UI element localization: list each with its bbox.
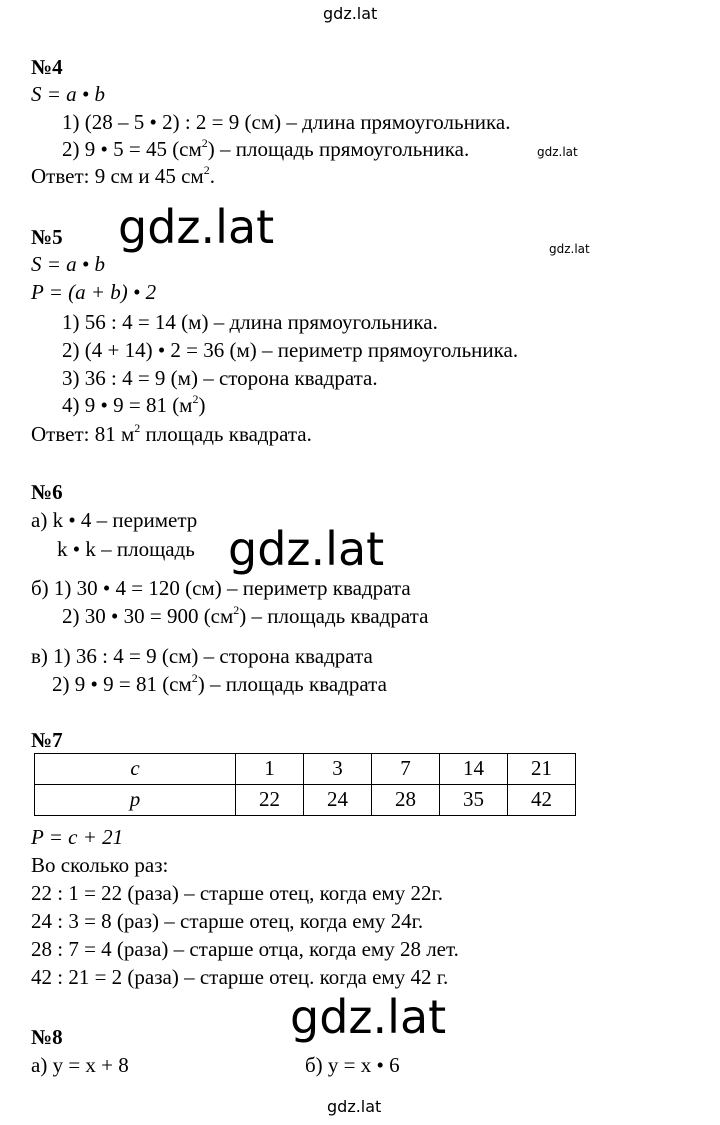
- table-cell: 24: [304, 785, 372, 816]
- task-6-c-1: в) 1) 36 : 4 = 9 (см) – сторона квадрата: [31, 644, 373, 668]
- task-4-formula: S = a • b: [31, 82, 106, 106]
- task-4-step-2: 2) 9 • 5 = 45 $(см^2)$ – площадь прямоугольника.: [62, 136, 470, 161]
- task-7-line-2: 24 : 3 = 8 (раз) – старше отец, когда ему 24г.: [31, 909, 424, 933]
- task-5-step-4: 4) 9 • 9 = 81 $(м^2)$: [62, 392, 206, 417]
- task-5-step-2: 2) (4 + 14) • 2 = 36 (м) – периметр прямоугольника.: [62, 338, 519, 362]
- table-row-header: p: [35, 785, 236, 816]
- task-4-step-1: 1) (28 – 5 • 2) : 2 = 9 (см) – длина прямоугольника.: [62, 110, 511, 134]
- task-6-c-2: 2) 9 • 9 = 81 $(см^2)$ – площадь квадрата: [52, 671, 387, 696]
- task-7-line-3: 28 : 7 = 4 (раза) – старше отца, когда ему 28 лет.: [31, 937, 459, 961]
- task-4-answer: Ответ: 9 см и 45 $см^2$.: [31, 163, 215, 188]
- header-watermark: gdz.lat: [323, 4, 378, 23]
- task-5-formula-perimeter: P = (a + b) • 2: [31, 280, 157, 304]
- task-6-b-2: 2) 30 • 30 = 900 $(см^2)$ – площадь квадрата: [62, 603, 429, 628]
- task-8-a: а) y = x + 8: [31, 1053, 129, 1077]
- big-watermark: gdz.lat: [228, 522, 385, 576]
- big-watermark: gdz.lat: [118, 200, 275, 254]
- table-cell: 22: [236, 785, 304, 816]
- task-8-title: №8: [31, 1025, 63, 1049]
- task-7-title: №7: [31, 728, 63, 752]
- table-row-header: c: [35, 754, 236, 785]
- table-cell: 7: [372, 754, 440, 785]
- table-row: [35, 754, 576, 785]
- small-watermark: gdz.lat: [537, 145, 578, 159]
- task-6-a-2: k • k – площадь: [57, 537, 195, 561]
- task-6-b-1: б) 1) 30 • 4 = 120 (см) – периметр квадрата: [31, 576, 411, 600]
- task-5-formula-area: S = a • b: [31, 252, 106, 276]
- table-cell: 1: [236, 754, 304, 785]
- task-7-question: Во сколько раз:: [31, 853, 169, 877]
- task-6-a-1: а) k • 4 – периметр: [31, 508, 198, 532]
- task-5-answer: Ответ: 81 $м^2$ площадь квадрата.: [31, 421, 312, 446]
- task-8-b: б) y = x • 6: [305, 1053, 400, 1077]
- task-4-title: №4: [31, 55, 63, 79]
- table-cell: 42: [508, 785, 576, 816]
- table-row: [35, 785, 576, 816]
- big-watermark: gdz.lat: [290, 990, 447, 1044]
- table-cell: 28: [372, 785, 440, 816]
- task-5-title: №5: [31, 225, 63, 249]
- table-cell: 35: [440, 785, 508, 816]
- task-7-line-4: 42 : 21 = 2 (раза) – старше отец. когда ему 42 г.: [31, 965, 449, 989]
- task-7-line-1: 22 : 1 = 22 (раза) – старше отец, когда ему 22г.: [31, 881, 443, 905]
- table-cell: 14: [440, 754, 508, 785]
- task-7-formula: P = c + 21: [31, 825, 124, 849]
- table-cell: 3: [304, 754, 372, 785]
- footer-watermark: gdz.lat: [327, 1097, 382, 1116]
- task-5-step-3: 3) 36 : 4 = 9 (м) – сторона квадрата.: [62, 366, 378, 390]
- task-5-step-1: 1) 56 : 4 = 14 (м) – длина прямоугольника.: [62, 310, 438, 334]
- task-6-title: №6: [31, 480, 63, 504]
- small-watermark: gdz.lat: [549, 242, 590, 256]
- age-table: [34, 753, 576, 816]
- table-cell: 21: [508, 754, 576, 785]
